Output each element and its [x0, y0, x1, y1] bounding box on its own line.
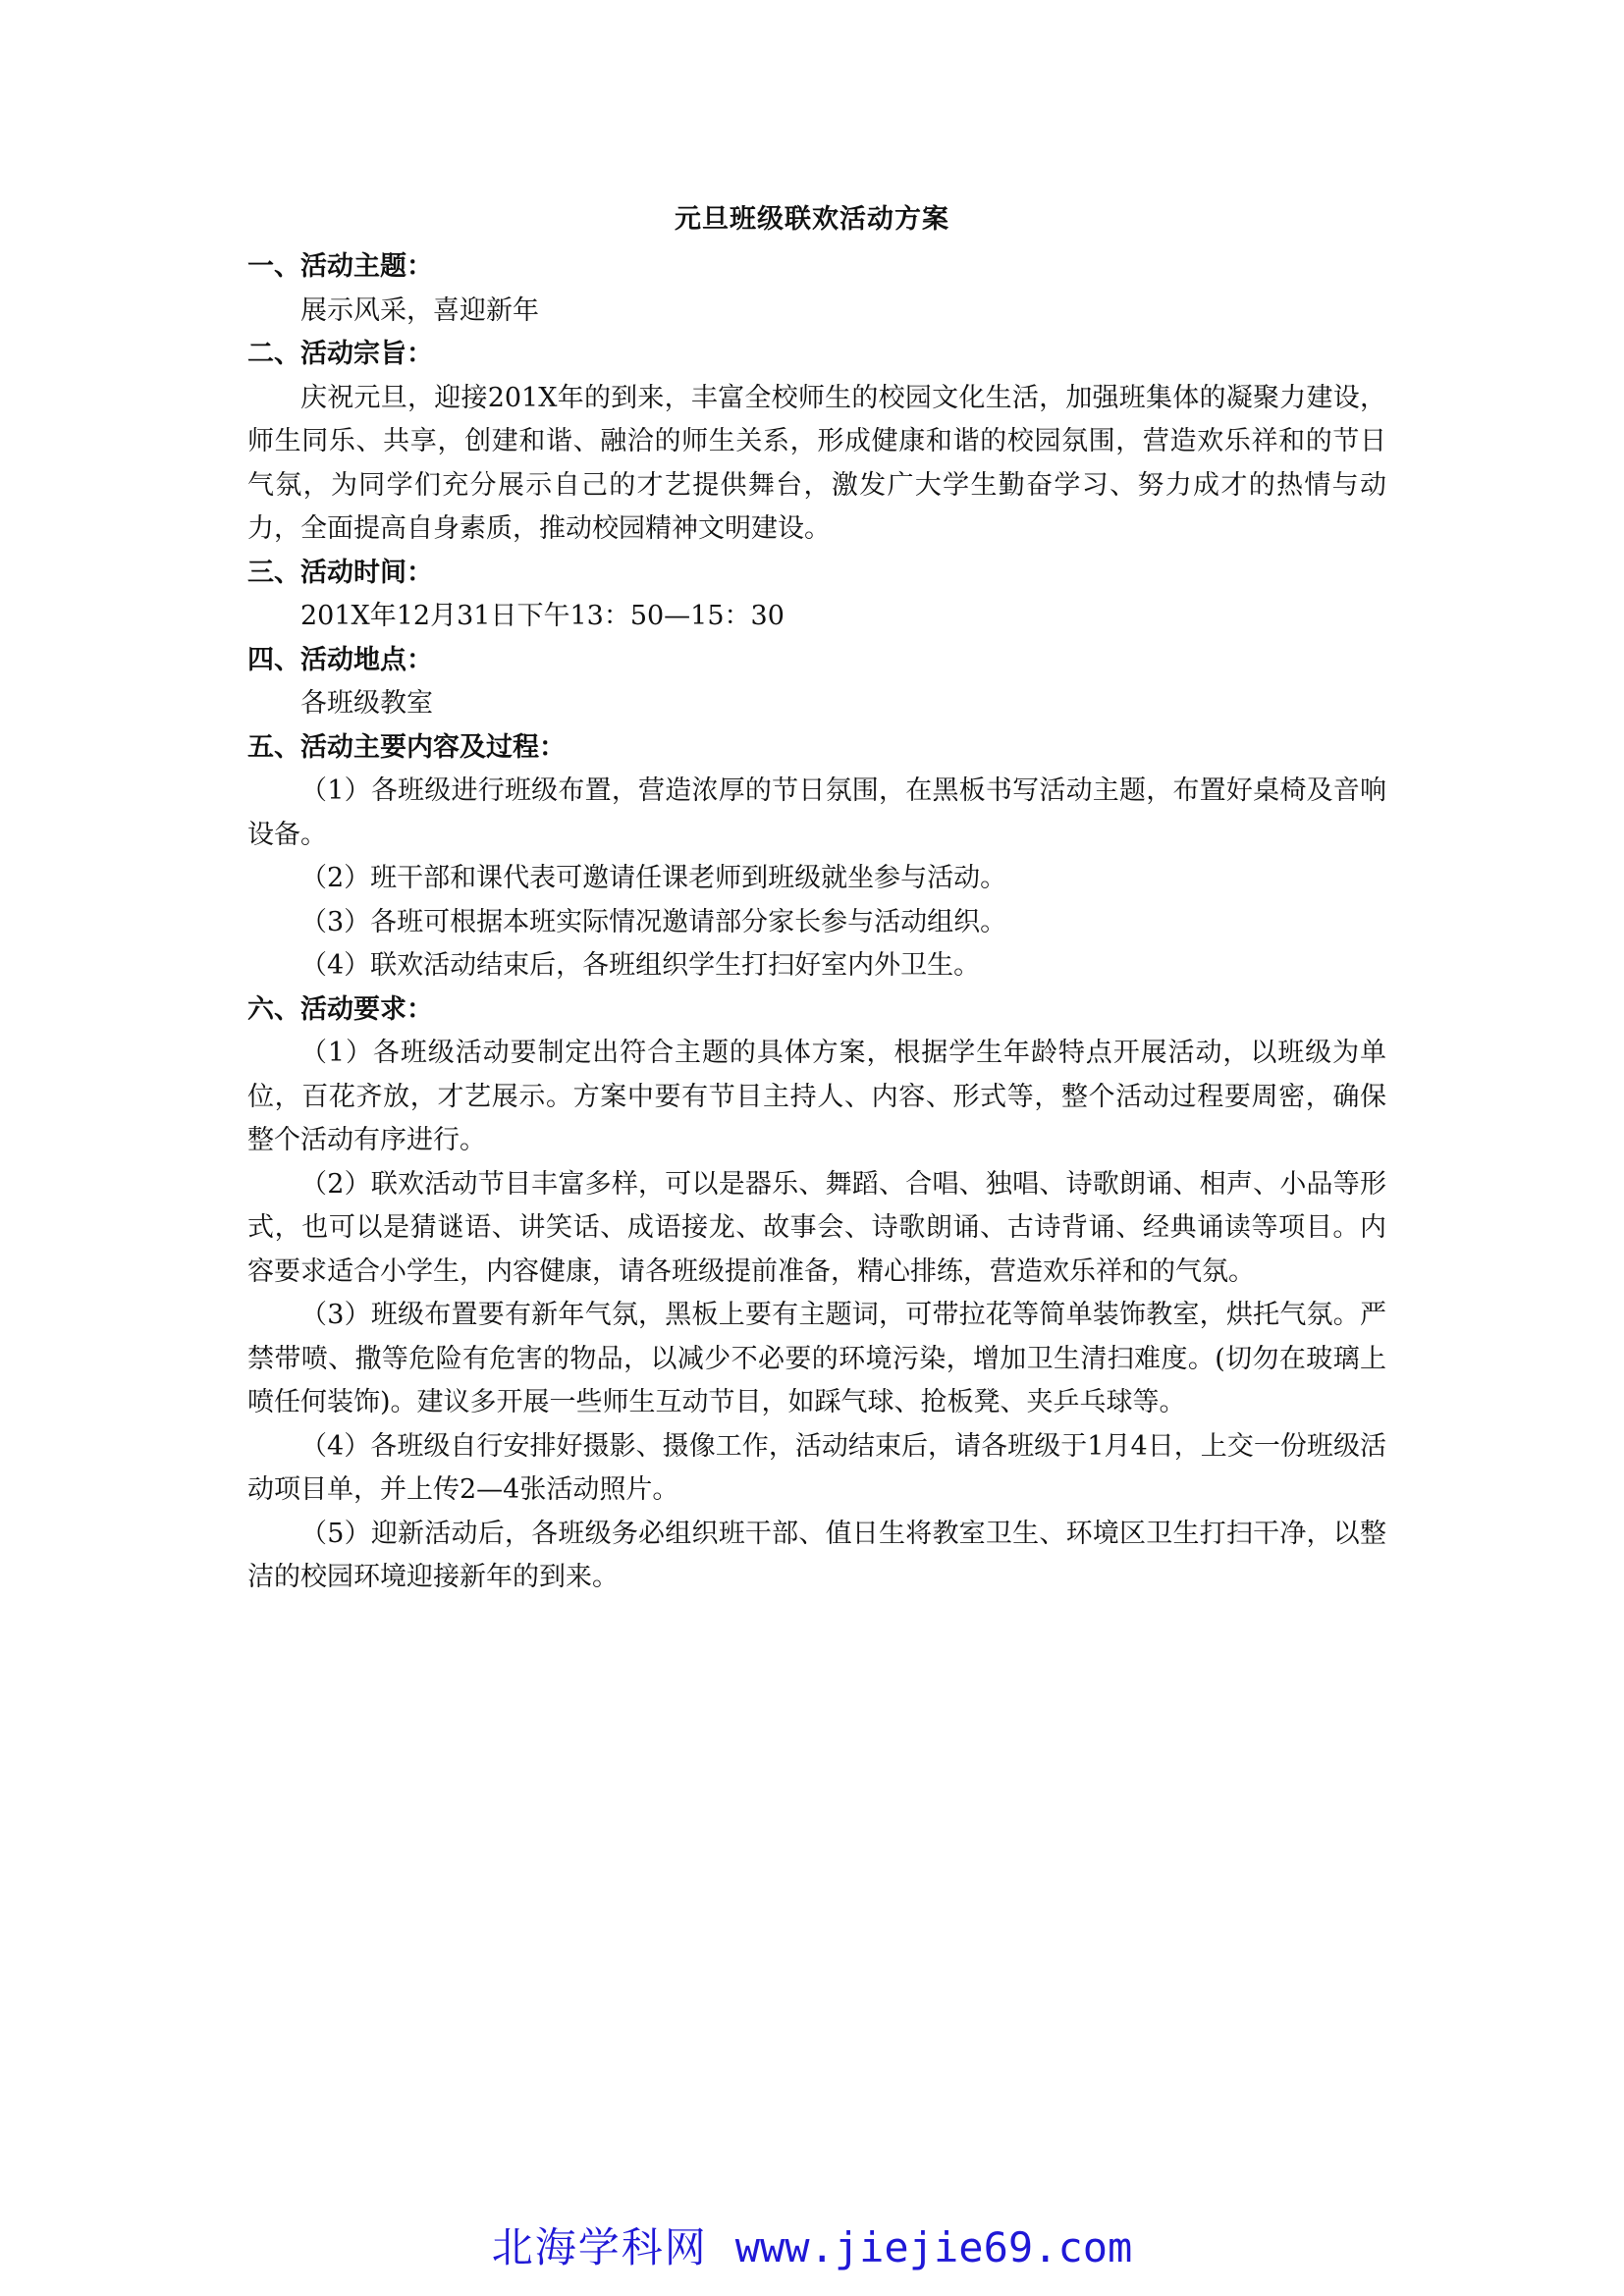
- section-time: [247, 552, 1386, 639]
- section-paragraph: 庆祝元旦，迎接201X年的到来，丰富全校师生的校园文化生活，加强班集体的凝聚力建设，师生同乐、共享，创建和谐、融洽的师生关系，形成健康和谐的校园氛围，营造欢乐祥和的节日气氛，为同学们充分展示自己的才艺提供舞台，激发广大学生勤奋学习、努力成才的热情与动力，全面提高自身素质，推动校园精神文明建设。: [247, 382, 1386, 544]
- section-theme: [247, 245, 1386, 333]
- section-heading: 三、活动时间：: [247, 557, 433, 588]
- section-heading: 四、活动地点：: [247, 644, 433, 675]
- section-paragraph: （3）各班可根据本班实际情况邀请部分家长参与活动组织。: [300, 906, 1007, 937]
- section-paragraph: （4）各班级自行安排好摄影、摄像工作，活动结束后，请各班级于1月4日，上交一份班级活动项目单，并上传2—4张活动照片。: [247, 1430, 1386, 1505]
- section-purpose: [247, 333, 1386, 552]
- section-paragraph: （1）各班级进行班级布置，营造浓厚的节日氛围，在黑板书写活动主题，布置好桌椅及音响设备。: [247, 775, 1386, 850]
- section-heading: 一、活动主题：: [247, 251, 433, 282]
- section-heading: 二、活动宗旨：: [247, 339, 433, 369]
- section-paragraph: （3）班级布置要有新年气氛，黑板上要有主题词，可带拉花等简单装饰教室，烘托气氛。严禁带喷、撒等危险有危害的物品，以减少不必要的环境污染，增加卫生清扫难度。(切勿在玻璃上喷任何装饰)。建议多开展一些师生互动节目，如踩气球、抢板凳、夹乒乓球等。: [247, 1300, 1386, 1417]
- section-heading: 五、活动主要内容及过程：: [247, 731, 566, 763]
- footer-site-name: 北海学科网: [491, 2223, 708, 2271]
- section-heading: 六、活动要求：: [247, 993, 433, 1025]
- section-paragraph: （4）联欢活动结束后，各班组织学生打扫好室内外卫生。: [300, 950, 981, 981]
- footer-url[interactable]: www.jiejie69.com: [734, 2223, 1133, 2271]
- section-paragraph: （2）班干部和课代表可邀请任课老师到班级就坐参与活动。: [300, 863, 1007, 893]
- section-paragraph: 各班级教室: [300, 688, 433, 719]
- document-title: 元旦班级联欢活动方案: [675, 204, 949, 235]
- section-paragraph: （5）迎新活动后，各班级务必组织班干部、值日生将教室卫生、环境区卫生打扫干净，以整洁的校园环境迎接新年的到来。: [247, 1518, 1386, 1592]
- footer-watermark: [0, 2223, 1624, 2272]
- section-paragraph: （1）各班级活动要制定出符合主题的具体方案，根据学生年龄特点开展活动，以班级为单位，百花齐放，才艺展示。方案中要有节目主持人、内容、形式等，整个活动过程要周密，确保整个活动有序进行。: [247, 1038, 1386, 1155]
- section-paragraph: 展示风采，喜迎新年: [300, 294, 539, 326]
- section-content-process: [247, 726, 1386, 988]
- section-requirements: [247, 988, 1386, 1600]
- section-paragraph: （2）联欢活动节目丰富多样，可以是器乐、舞蹈、合唱、独唱、诗歌朗诵、相声、小品等形式，也可以是猜谜语、讲笑话、成语接龙、故事会、诗歌朗诵、古诗背诵、经典诵读等项目。内容要求适合小学生，内容健康，请各班级提前准备，精心排练，营造欢乐祥和的气氛。: [247, 1168, 1386, 1287]
- section-paragraph: 201X年12月31日下午13：50—15：30: [300, 601, 785, 631]
- document-body: [247, 245, 1386, 1600]
- section-location: [247, 639, 1386, 726]
